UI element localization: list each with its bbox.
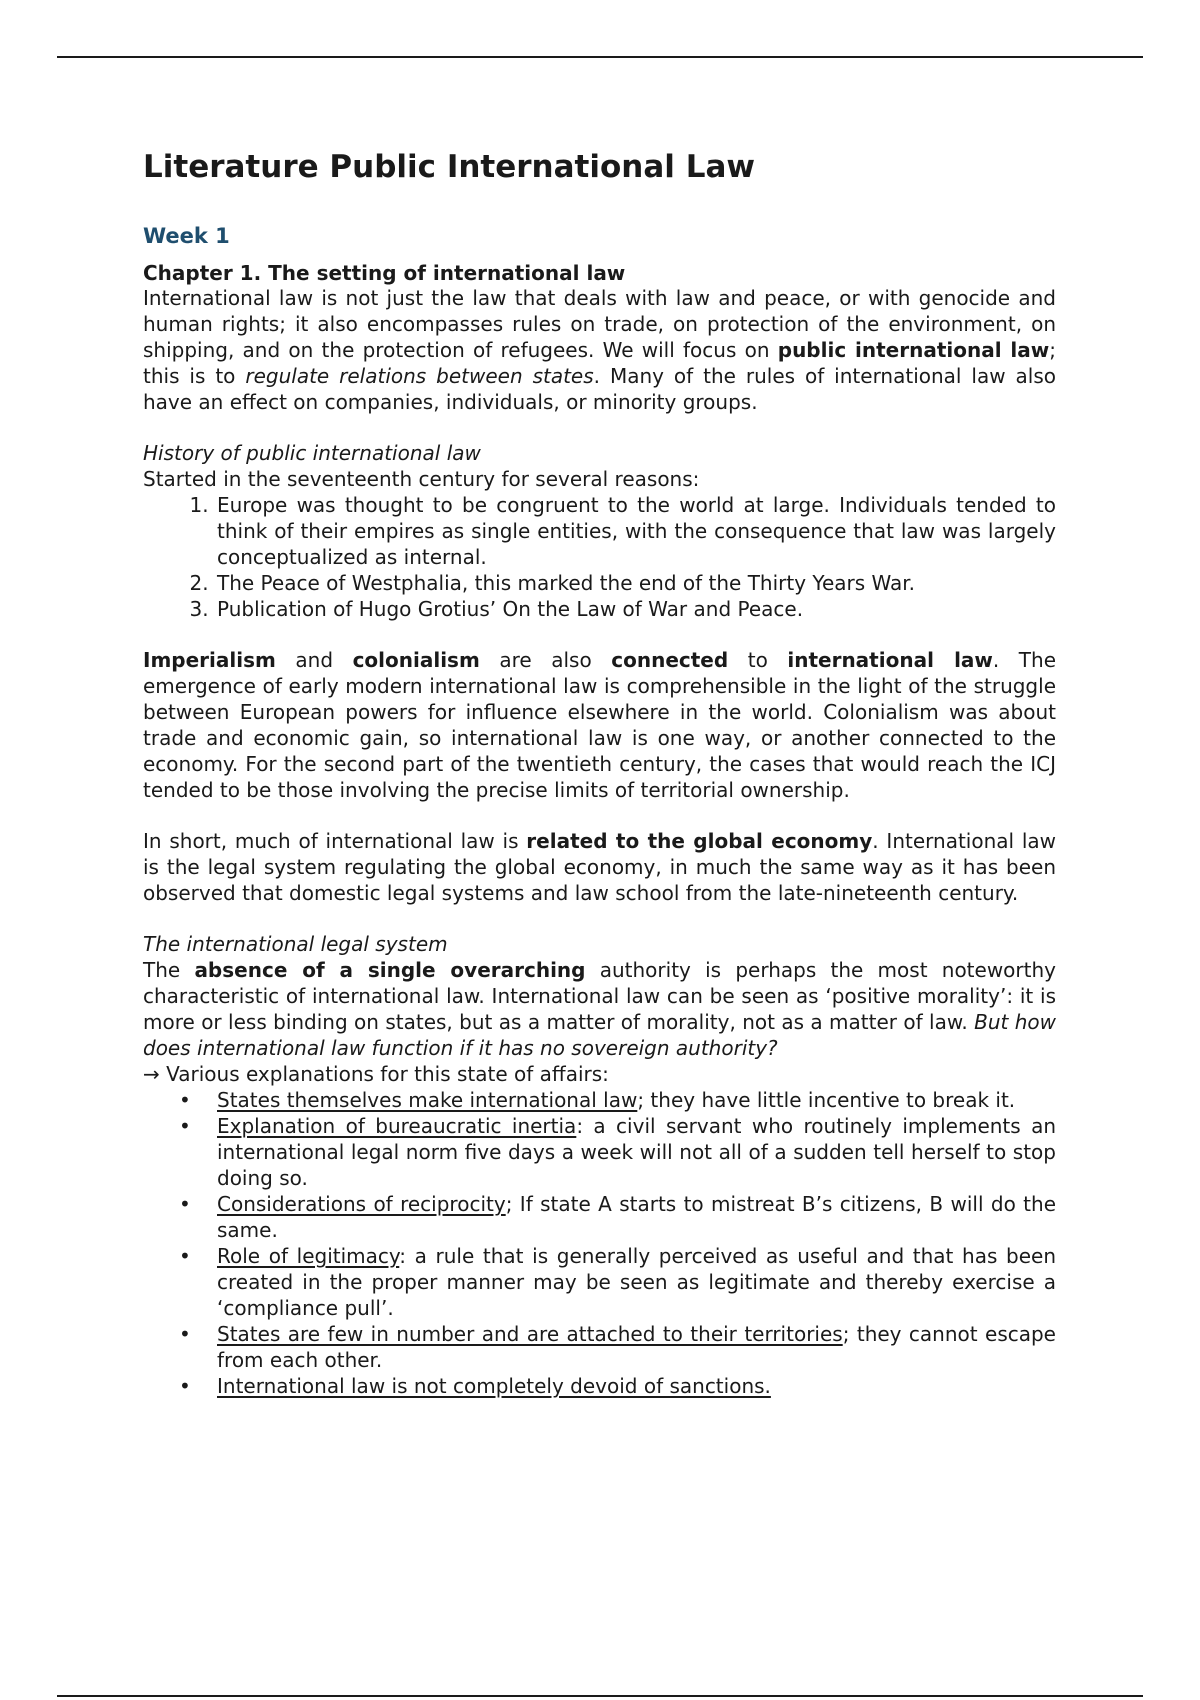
bold-run: colonialism [352, 647, 480, 672]
text-run: to [728, 647, 788, 672]
intro-paragraph [143, 285, 1056, 415]
header-rule [57, 56, 1143, 58]
underlined-run: International law is not completely devoid of sanctions. [217, 1373, 771, 1398]
underlined-run: States are few in number and are attached to their territories [217, 1321, 843, 1346]
history-list [143, 492, 1056, 622]
text-run: are also [479, 647, 612, 672]
italic-run: But how does international law function if it has no sovereign authority? [143, 1009, 1057, 1060]
system-paragraph [143, 957, 1056, 1061]
explanations-lead [143, 1061, 1056, 1087]
text-run: International law is not just the law that deals with law and peace, or with genocide and human rights; it also encompasses rules on trade, on protection of the environment, on shipping, and on the protection of refugees. We will focus on [143, 285, 1056, 362]
underlined-run: Explanation of bureaucratic inertia [217, 1113, 577, 1138]
arrow-icon: → [143, 1061, 160, 1086]
history-lead: Started in the seventeenth century for several reasons: [143, 466, 700, 491]
list-item: 2. The Peace of Westphalia, this marked the end of the Thirty Years War. [215, 570, 1056, 596]
text-run: . International law is the legal system regulating the global economy, in much the same way as it has been observed that domestic legal systems and law school from the late-nineteenth century. [143, 828, 1057, 905]
bold-run: public international law [777, 337, 1050, 362]
list-item [215, 1373, 1056, 1399]
list-item [215, 1243, 1056, 1321]
underlined-run: Considerations of reciprocity [217, 1191, 506, 1216]
text-run: : a civil servant who routinely implements an international legal norm five days a week will not all of a sudden tell herself to stop doing so. [217, 1113, 1056, 1190]
text-run: . Many of the rules of international law also have an effect on companies, individuals, or minority groups. [143, 363, 1056, 414]
list-item [215, 1087, 1056, 1113]
economy-paragraph [143, 828, 1056, 906]
document-page [143, 150, 1056, 1399]
text-run: ; they cannot escape from each other. [217, 1321, 1056, 1372]
text-run: ; they have little incentive to break it. [637, 1087, 1016, 1112]
list-item [215, 1113, 1056, 1191]
explanations-list [143, 1087, 1056, 1399]
bold-run: Imperialism [143, 647, 276, 672]
bold-run: international law [787, 647, 993, 672]
italic-run: regulate relations between states [245, 363, 594, 388]
bold-run: absence of a single overarching [194, 957, 586, 982]
document-title: Literature Public International Law [143, 149, 756, 185]
list-item: 3. Publication of Hugo Grotius’ On the Law of War and Peace. [215, 596, 1056, 622]
text-run: ; this is to [143, 337, 1056, 388]
chapter-heading: Chapter 1. The setting of international law [143, 260, 626, 285]
system-subheading: The international legal system [143, 931, 448, 956]
bold-run: connected [611, 647, 729, 672]
footer-rule [57, 1695, 1143, 1697]
text-run: ; If state A starts to mistreat B’s citizens, B will do the same. [217, 1191, 1057, 1242]
week-heading: Week 1 [143, 223, 230, 248]
list-item: 1. Europe was thought to be congruent to the world at large. Individuals tended to think of their empires as single entities, with the consequence that law was largely conceptualized as internal. [215, 492, 1056, 570]
text-run: . The emergence of early modern international law is comprehensible in the light of the struggle between European powers for influence elsewhere in the world. Colonialism was about trade and economic gain, so international law is one way, or another connected to the economy. For the second part of the twentieth century, the cases that would reach the ICJ tended to be those involving the precise limits of territorial ownership. [143, 647, 1057, 802]
text-run: Various explanations for this state of affairs: [159, 1061, 609, 1086]
list-item [215, 1191, 1056, 1243]
list-item [215, 1321, 1056, 1373]
text-run: The [143, 957, 195, 982]
underlined-run: Role of legitimacy [217, 1243, 400, 1268]
underlined-run: States themselves make international law [217, 1087, 638, 1112]
bold-run: related to the global economy [526, 828, 873, 853]
imperialism-paragraph [143, 647, 1056, 803]
history-subheading: History of public international law [143, 440, 481, 465]
text-run: In short, much of international law is [143, 828, 527, 853]
text-run: authority is perhaps the most noteworthy characteristic of international law. International law can be seen as ‘positive morality’: it is more or less binding on states, but as a matter of morality, not as a matter of law. [143, 957, 1056, 1034]
text-run: : a rule that is generally perceived as useful and that has been created in the proper manner may be seen as legitimate and thereby exercise a ‘compliance pull’. [217, 1243, 1056, 1320]
text-run: and [275, 647, 353, 672]
